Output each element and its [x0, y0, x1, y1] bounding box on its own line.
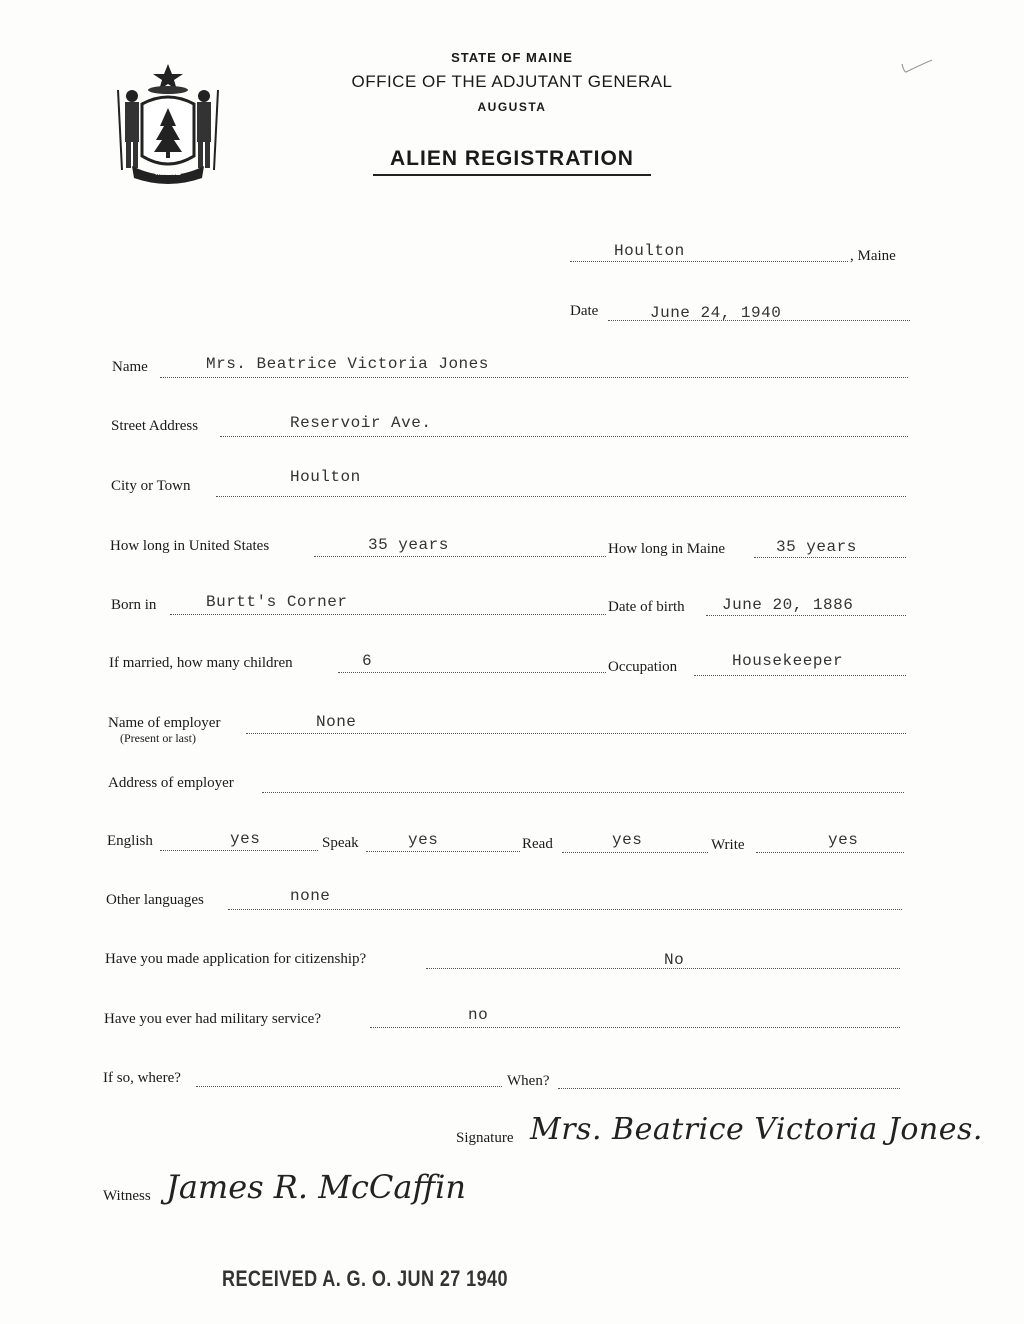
header-city: AUGUSTA	[477, 100, 547, 114]
employer-address-label: Address of employer	[108, 775, 234, 791]
english-label: English	[107, 833, 153, 849]
maine-duration-value: 35 years	[776, 538, 857, 556]
write-value: yes	[828, 831, 859, 849]
employer-line	[246, 733, 906, 734]
employer-sublabel: (Present or last)	[120, 731, 196, 745]
witness-value: James R. McCaffin	[166, 1168, 466, 1206]
born-in-line	[170, 614, 606, 615]
english-line	[160, 850, 318, 851]
children-line	[338, 672, 606, 673]
occupation-value: Housekeeper	[732, 652, 844, 670]
title-underline	[373, 174, 651, 176]
write-label: Write	[711, 837, 745, 853]
city-value: Houlton	[290, 468, 361, 486]
street-value: Reservoir Ave.	[290, 414, 432, 432]
header-state: STATE OF MAINE	[451, 50, 573, 65]
where-label: If so, where?	[103, 1070, 181, 1086]
header-office: OFFICE OF THE ADJUTANT GENERAL	[351, 72, 673, 91]
citizenship-value: No	[664, 951, 685, 969]
place-line	[570, 261, 848, 262]
read-value: yes	[612, 831, 643, 849]
english-value: yes	[230, 830, 261, 848]
date-value: June 24, 1940	[650, 304, 782, 322]
when-label: When?	[507, 1073, 550, 1089]
citizenship-line	[426, 968, 900, 969]
when-line	[558, 1088, 900, 1089]
employer-address-line	[262, 792, 904, 793]
place-state-label: , Maine	[850, 248, 896, 264]
dob-line	[706, 615, 906, 616]
name-label: Name	[112, 359, 148, 375]
employer-value: None	[316, 713, 357, 731]
speak-label: Speak	[322, 835, 359, 851]
occupation-label: Occupation	[608, 659, 678, 675]
us-duration-line	[314, 556, 606, 557]
other-languages-label: Other languages	[106, 892, 204, 908]
employer-label: Name of employer	[108, 715, 221, 731]
dob-value: June 20, 1886	[722, 596, 854, 614]
us-duration-label: How long in United States	[110, 538, 270, 554]
city-label: City or Town	[111, 478, 191, 494]
speak-line	[366, 851, 520, 852]
city-line	[216, 496, 906, 497]
where-line	[196, 1086, 502, 1087]
speak-value: yes	[408, 831, 439, 849]
signature-value: Mrs. Beatrice Victoria Jones.	[530, 1112, 983, 1147]
read-label: Read	[522, 836, 553, 852]
street-line	[220, 436, 908, 437]
dob-label: Date of birth	[608, 599, 685, 615]
occupation-line	[694, 675, 906, 676]
seal-banner-text: MAINE	[155, 168, 181, 177]
signature-label: Signature	[456, 1130, 514, 1146]
military-line	[370, 1027, 900, 1028]
check-mark-icon	[900, 58, 934, 76]
other-languages-value: none	[290, 887, 331, 905]
street-label: Street Address	[111, 418, 199, 434]
other-languages-line	[228, 909, 902, 910]
received-stamp: RECEIVED A. G. O. JUN 27 1940	[222, 1266, 508, 1291]
maine-duration-label: How long in Maine	[608, 541, 726, 557]
children-value: 6	[362, 652, 373, 670]
name-line	[160, 377, 908, 378]
citizenship-label: Have you made application for citizenship?	[105, 951, 367, 967]
write-line	[756, 852, 904, 853]
place-value: Houlton	[614, 242, 685, 260]
military-label: Have you ever had military service?	[104, 1011, 321, 1027]
maine-duration-line	[754, 557, 906, 558]
military-value: no	[468, 1006, 489, 1024]
born-in-value: Burtt's Corner	[206, 593, 348, 611]
name-value: Mrs. Beatrice Victoria Jones	[206, 355, 489, 373]
born-in-label: Born in	[111, 597, 157, 613]
children-label: If married, how many children	[109, 655, 293, 671]
us-duration-value: 35 years	[368, 536, 449, 554]
witness-label: Witness	[103, 1188, 151, 1204]
form-title: ALIEN REGISTRATION	[390, 147, 634, 170]
date-label: Date	[570, 303, 599, 319]
read-line	[562, 852, 708, 853]
